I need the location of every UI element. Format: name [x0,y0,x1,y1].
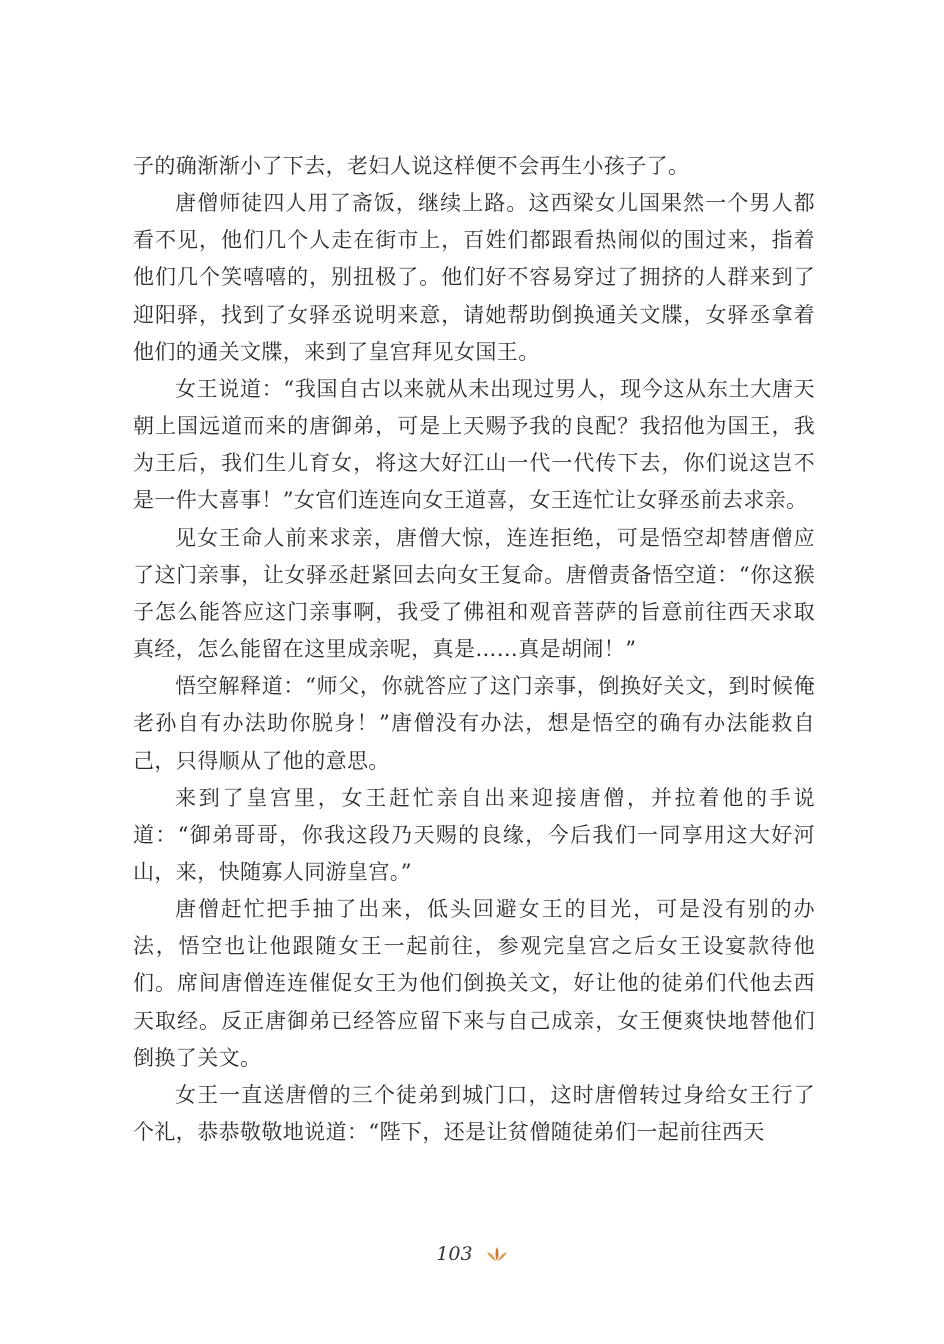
paragraph-6: 来到了皇宫里，女王赶忙亲自出来迎接唐僧，并拉着他的手说道：“御弟哥哥，你我这段乃天赐的良缘，今后我们一同享用这大好河山，来，快随寡人同游皇宫。” [133,785,815,884]
paragraph-5: 悟空解释道：“师父，你就答应了这门亲事，倒换好关文，到时候俺老孙自有办法助你脱身！”唐僧没有办法，想是悟空的确有办法能救自己，只得顺从了他的意思。 [133,674,815,773]
paragraph-8: 女王一直送唐僧的三个徒弟到城门口，这时唐僧转过身给女王行了个礼，恭恭敬敬地说道：“陛下，还是让贫僧随徒弟们一起前往西天 [133,1082,815,1145]
page-number: 103 [436,1243,473,1265]
paragraph-7: 唐僧赶忙把手抽了出来，低头回避女王的目光，可是没有别的办法，悟空也让他跟随女王一起前往，参观完皇宫之后女王设宴款待他们。席间唐僧连连催促女王为他们倒换关文，好让他的徒弟们代他去西天取经。反正唐御弟已经答应留下来与自己成亲，女王便爽快地替他们倒换了关文。 [133,897,815,1070]
paragraph-2: 唐僧师徒四人用了斋饭，继续上路。这西梁女儿国果然一个男人都看不见，他们几个人走在街市上，百姓们都跟看热闹似的围过来，指着他们几个笑嘻嘻的，别扭极了。他们好不容易穿过了拥挤的人群来到了迎阳驿，找到了女驿丞说明来意，请她帮助倒换通关文牒，女驿丞拿着他们的通关文牒，来到了皇宫拜见女国王。 [133,191,815,364]
body-text [133,148,815,1151]
page-footer [0,1243,944,1265]
paragraph-4: 见女王命人前来求亲，唐僧大惊，连连拒绝，可是悟空却替唐僧应了这门亲事，让女驿丞赶紧回去向女王复命。唐僧责备悟空道：“你这猴子怎么能答应这门亲事啊，我受了佛祖和观音菩萨的旨意前往西天求取真经，怎么能留在这里成亲呢，真是……真是胡闹！” [133,525,815,662]
lotus-leaf-icon [486,1246,508,1262]
paragraph-1: 子的确渐渐小了下去，老妇人说这样便不会再生小孩子了。 [133,154,690,178]
paragraph-3: 女王说道：“我国自古以来就从未出现过男人，现今这从东土大唐天朝上国远道而来的唐御弟，可是上天赐予我的良配？我招他为国王，我为王后，我们生儿育女，将这大好江山一代一代传下去，你们说这岂不是一件大喜事！”女官们连连向女王道喜，女王连忙让女驿丞前去求亲。 [133,376,815,513]
